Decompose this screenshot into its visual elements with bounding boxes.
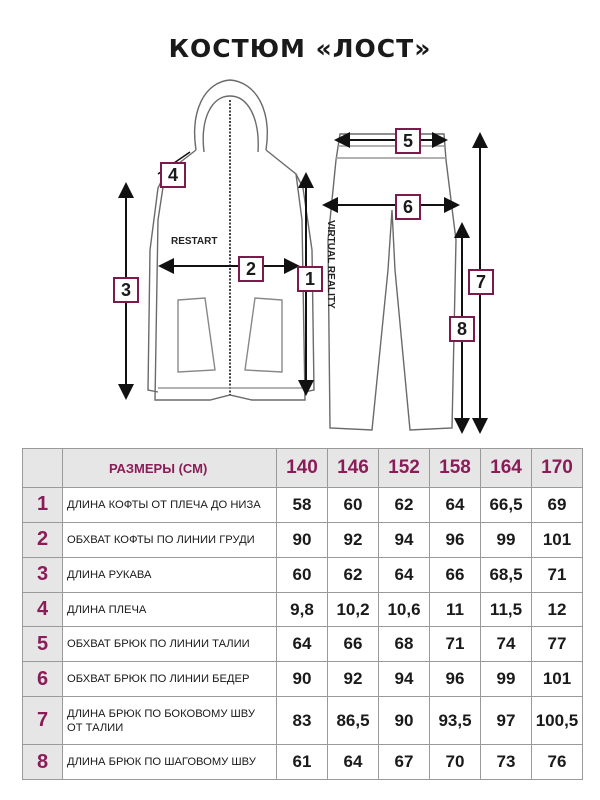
row-number: 8 [23,745,63,780]
row-value: 60 [328,488,379,523]
row-value: 73 [481,745,532,780]
row-value: 101 [532,662,583,697]
row-value: 67 [379,745,430,780]
row-value: 69 [532,488,583,523]
row-value: 99 [481,522,532,557]
row-value: 83 [277,697,328,745]
row-value: 90 [379,697,430,745]
header-sizes-label: РАЗМЕРЫ (СМ) [63,449,277,488]
garment-illustration [0,70,600,440]
header-size-140: 140 [277,449,328,488]
marker-5: 5 [395,128,421,154]
row-value: 71 [430,627,481,662]
row-number: 1 [23,488,63,523]
table-row [23,745,583,780]
row-value: 64 [379,557,430,592]
row-value: 96 [430,662,481,697]
row-value: 74 [481,627,532,662]
row-label: ДЛИНА КОФТЫ ОТ ПЛЕЧА ДО НИЗА [63,488,277,523]
row-value: 92 [328,522,379,557]
table-row [23,662,583,697]
row-number: 6 [23,662,63,697]
row-value: 101 [532,522,583,557]
row-value: 68,5 [481,557,532,592]
garment-drawing [0,70,600,440]
header-corner [23,449,63,488]
row-value: 97 [481,697,532,745]
header-size-152: 152 [379,449,430,488]
row-value: 61 [277,745,328,780]
row-value: 64 [430,488,481,523]
row-value: 94 [379,662,430,697]
jacket-print-text: RESTART [171,236,218,247]
row-value: 100,5 [532,697,583,745]
row-value: 58 [277,488,328,523]
row-value: 11,5 [481,592,532,627]
pants-outline [328,134,456,430]
page-title: КОСТЮМ «ЛОСТ» [168,34,432,63]
row-value: 66 [328,627,379,662]
row-label: ДЛИНА БРЮК ПО БОКОВОМУ ШВУ ОТ ТАЛИИ [63,697,277,745]
row-value: 76 [532,745,583,780]
header-size-158: 158 [430,449,481,488]
marker-3: 3 [113,277,139,303]
pants-print-text: VIRTUAL REALITY [325,220,336,309]
marker-4: 4 [160,162,186,188]
row-value: 66 [430,557,481,592]
row-number: 2 [23,522,63,557]
row-value: 93,5 [430,697,481,745]
row-value: 10,6 [379,592,430,627]
header-size-146: 146 [328,449,379,488]
row-value: 90 [277,662,328,697]
marker-2: 2 [238,256,264,282]
table-row [23,697,583,745]
row-value: 62 [328,557,379,592]
marker-8: 8 [449,316,475,342]
row-number: 4 [23,592,63,627]
row-number: 5 [23,627,63,662]
row-number: 3 [23,557,63,592]
row-label: ОБХВАТ КОФТЫ ПО ЛИНИИ ГРУДИ [63,522,277,557]
row-value: 9,8 [277,592,328,627]
table-row [23,592,583,627]
table-header-row [23,449,583,488]
row-value: 99 [481,662,532,697]
row-value: 66,5 [481,488,532,523]
row-value: 64 [277,627,328,662]
row-value: 96 [430,522,481,557]
table-row [23,488,583,523]
row-value: 60 [277,557,328,592]
table-row [23,522,583,557]
row-value: 10,2 [328,592,379,627]
row-number: 7 [23,697,63,745]
row-value: 90 [277,522,328,557]
table-row [23,557,583,592]
row-value: 64 [328,745,379,780]
marker-6: 6 [395,194,421,220]
row-value: 62 [379,488,430,523]
row-value: 92 [328,662,379,697]
row-value: 12 [532,592,583,627]
row-value: 71 [532,557,583,592]
table-row [23,627,583,662]
header-size-164: 164 [481,449,532,488]
row-label: ОБХВАТ БРЮК ПО ЛИНИИ БЕДЕР [63,662,277,697]
row-value: 11 [430,592,481,627]
size-table [22,448,583,780]
row-label: ДЛИНА РУКАВА [63,557,277,592]
marker-1: 1 [297,266,323,292]
row-label: ДЛИНА БРЮК ПО ШАГОВОМУ ШВУ [63,745,277,780]
row-value: 94 [379,522,430,557]
row-label: ОБХВАТ БРЮК ПО ЛИНИИ ТАЛИИ [63,627,277,662]
row-value: 68 [379,627,430,662]
row-value: 86,5 [328,697,379,745]
row-value: 77 [532,627,583,662]
marker-7: 7 [468,269,494,295]
row-label: ДЛИНА ПЛЕЧА [63,592,277,627]
header-size-170: 170 [532,449,583,488]
row-value: 70 [430,745,481,780]
